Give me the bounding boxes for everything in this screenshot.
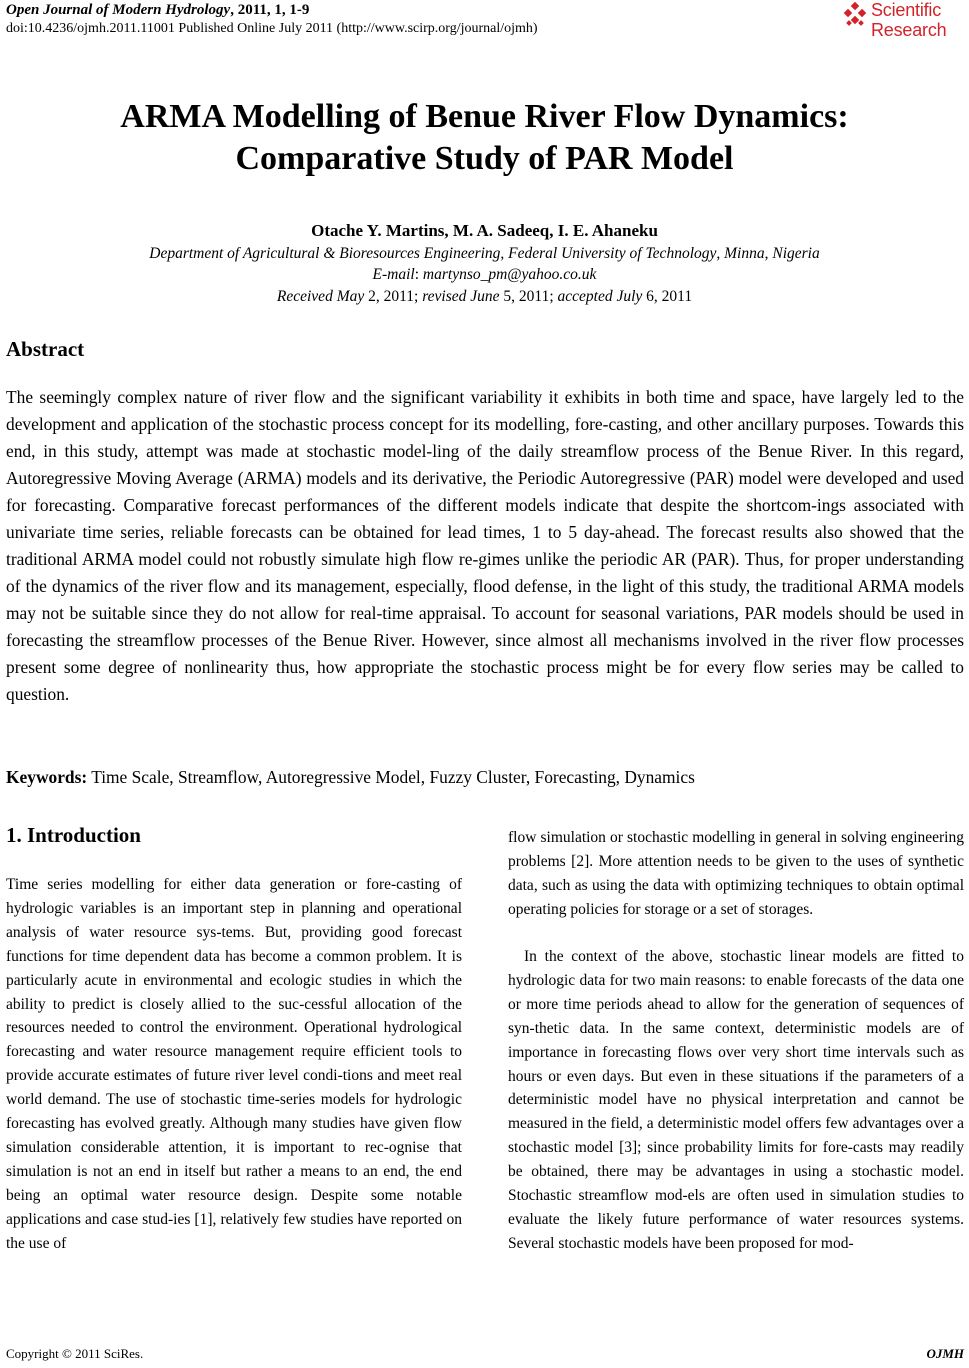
accepted-date: 6, 2011 — [646, 288, 693, 305]
revised-date: 5, 2011; — [503, 288, 558, 305]
title-line-1: ARMA Modelling of Benue River Flow Dynamics: — [120, 98, 849, 135]
revised-label: revised June — [422, 288, 504, 305]
intro-left-column-text: Time series modelling for either data generation or fore-casting of hydrologic variables is an important step in planning and operational analysis of water resource sys-tems. But, providing good forecast functions for time dependent data has become a common problem. It is particularly acute in environmental and ecologic studies in which the ability to predict is closely allied to the suc-cessful allocation of the resources needed to control the environment. Operational hydrological forecasting and water resource management require efficient tools to provide accurate estimates of future river level condi-tions and meet real world demand. The use of stochastic time-series models for hydrologic forecasting has evolved greatly. Although many studies have given flow simulation considerable attention, it is important to rec-ognise that simulation is not an end in itself but rather a means to an end, the end being an optimal water resource design. Despite some notable applications and case stud-ies [1], relatively few studies have reported on the use of — [6, 876, 462, 1252]
keywords-list: Time Scale, Streamflow, Autoregressive Model, Fuzzy Cluster, Forecasting, Dynamics — [87, 767, 695, 787]
intro-right-column-paragraph-2: In the context of the above, stochastic linear models are fitted to hydrologic data for two main reasons: to enable forecasts of the data one or more time periods ahead to allow for the generation of sequences of syn-thetic data. In the same context, deterministic models are of importance in forecasting flows over very short time intervals such as hours or even days. But even in these situations if the parameters of a deterministic model have no physical interpretation and cannot be measured in the field, a deterministic model offers few advantages over a stochastic model [3]; since probability limits for fore-casts may readily be obtained, there may be advantages in using a stochastic model. Stochastic streamflow mod-els are often used in simulation studies to evaluate the likely future performance of water resources systems. Several stochastic models have been proposed for mod- — [508, 948, 964, 1252]
doi-line: doi:10.4236/ojmh.2011.11001 Published Online July 2011 (http://www.scirp.org/journal/ojmh) — [6, 21, 538, 36]
accepted-label: accepted July — [557, 288, 647, 305]
received-label: Received May — [276, 288, 369, 305]
copyright-notice: Copyright © 2011 SciRes. — [6, 1346, 144, 1361]
received-date: 2, 2011; — [368, 288, 423, 305]
author-email — [0, 266, 969, 284]
abstract-heading: Abstract — [6, 337, 85, 361]
title-line-2: Comparative Study of PAR Model — [235, 140, 734, 177]
affiliation-university: Federal University of Technology — [508, 245, 717, 262]
author-list: Otache Y. Martins, M. A. Sadeeq, I. E. Ahaneku — [311, 221, 658, 240]
affiliation-country: Nigeria — [772, 245, 820, 262]
article-title — [0, 96, 969, 180]
affiliation-separator: , — [716, 245, 725, 262]
logo-word-scientific: Scientific — [871, 0, 942, 20]
email-address[interactable]: martynso_pm@yahoo.co.uk — [422, 266, 597, 283]
email-colon: : — [414, 266, 423, 283]
intro-right-column-paragraph-1: flow simulation or stochastic modelling in general in solving engineering problems [2]. More attention needs to be given to the uses of synthetic data, such as using the data with optimizing techniques to obtain optimal operating policies for storage or a set of storages. — [508, 829, 964, 918]
journal-citation-line — [6, 2, 309, 19]
scirp-diamond-icon — [841, 2, 869, 30]
affiliation-department: Department of Agricultural & Bioresources Engineering — [149, 245, 501, 262]
footer-journal-abbrev: OJMH — [926, 1346, 964, 1361]
author-affiliation — [0, 245, 969, 263]
affiliation-city: Minna — [724, 245, 765, 262]
article-dates — [0, 288, 969, 306]
affiliation-separator: , — [764, 245, 773, 262]
keywords-line — [6, 767, 964, 788]
keywords-label: Keywords: — [6, 767, 88, 787]
journal-volume: , 2011, 1, 1-9 — [230, 2, 310, 18]
journal-name: Open Journal of Modern Hydrology — [6, 2, 231, 18]
publisher-logo — [841, 0, 965, 44]
section-heading-introduction: 1. Introduction — [6, 823, 141, 847]
abstract-text: The seemingly complex nature of river flow and the significant variability it exhibits in both time and space, have largely led to the development and application of the stochastic process concept for its modelling, fore-casting, and other ancillary purposes. Towards this end, in this study, attempt was made at stochastic model-ling of the daily streamflow process of the Benue River. In this regard, Autoregressive Moving Average (ARMA) models and its derivative, the Periodic Autoregressive (PAR) model were developed and used for forecasting. Comparative forecast performances of the different models indicate that despite the shortcom-ings associated with univariate time series, reliable forecasts can be obtained for lead times, 1 to 5 day-ahead. The forecast results also showed that the traditional ARMA model could not robustly simulate high flow re-gimes unlike the periodic AR (PAR). Thus, for proper understanding of the dynamics of the river flow and its management, especially, flood defense, in the light of this study, the traditional ARMA models may not be suitable since they do not allow for real-time appraisal. To account for seasonal variations, PAR models should be used in forecasting the streamflow processes of the Benue River. However, since almost all mechanisms involved in the river flow processes present some degree of nonlinearity thus, how appropriate the stochastic process might be for every flow series may be called to question. — [6, 387, 964, 704]
logo-word-research: Research — [871, 20, 947, 40]
email-label: E-mail — [372, 266, 415, 283]
affiliation-separator: , — [500, 245, 509, 262]
